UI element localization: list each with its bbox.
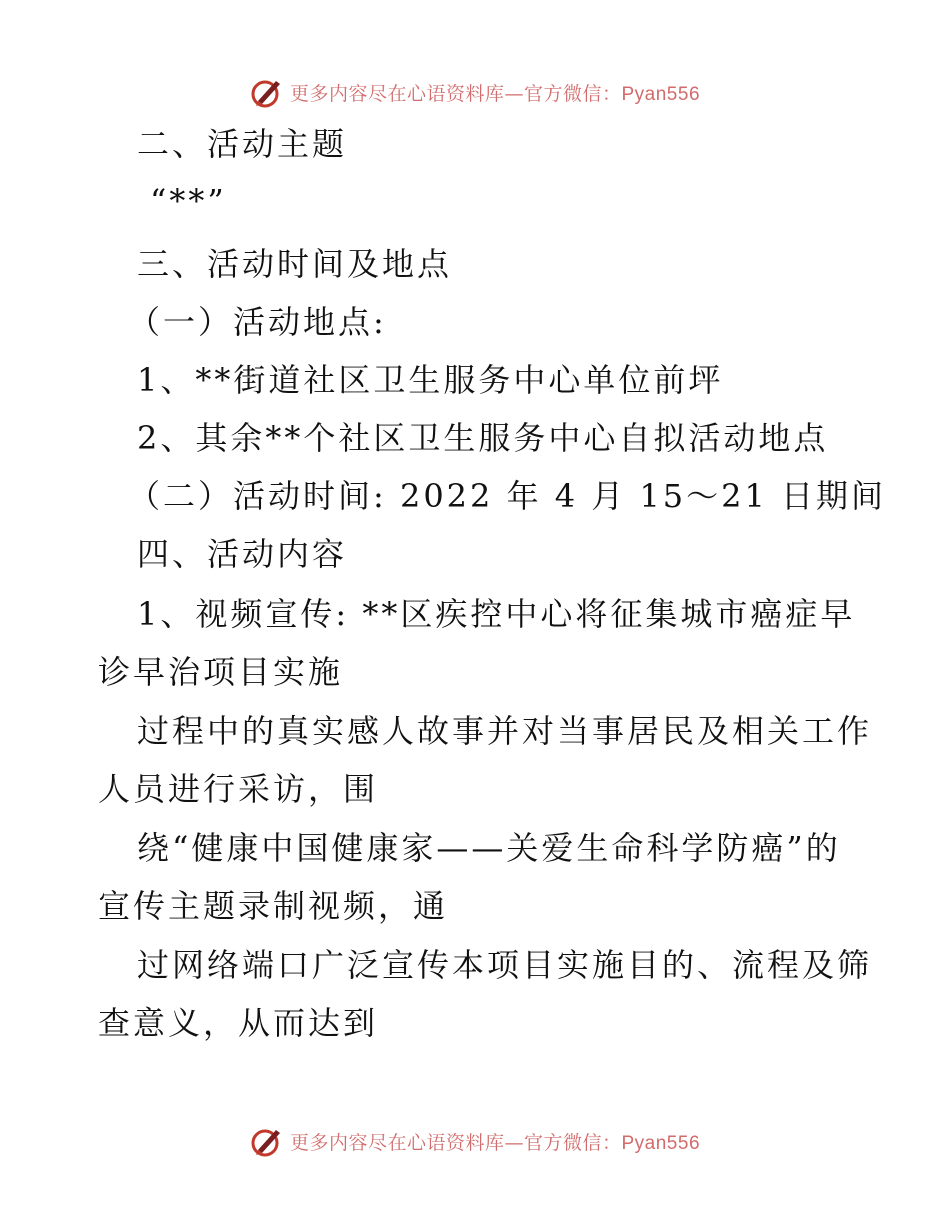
paragraph-line: 查意义，从而达到: [98, 1004, 379, 1042]
subheading-time: （二）活动时间: 2022 年 4 月 15～21 日期间: [128, 477, 887, 515]
heading-time-location: 三、活动时间及地点: [137, 245, 453, 283]
paragraph-line: 人员进行采访，围: [98, 770, 379, 808]
paragraph-line: 宣传主题录制视频，通: [98, 887, 449, 925]
location-item-1: 1、**街道社区卫生服务中心单位前坪: [137, 361, 724, 399]
watermark-text: 更多内容尽在心语资料库—官方微信：Pyan556: [289, 82, 701, 105]
pen-logo-icon: [250, 75, 284, 109]
paragraph-line: 诊早治项目实施: [98, 653, 344, 691]
paragraph-line: 1、视频宣传: **区疾控中心将征集城市癌症早: [137, 595, 856, 633]
location-item-2: 2、其余**个社区卫生服务中心自拟活动地点: [137, 419, 829, 457]
subheading-location: （一）活动地点:: [128, 303, 387, 341]
paragraph-line: 过程中的真实感人故事并对当事居民及相关工作: [137, 712, 873, 750]
watermark-header: [0, 72, 950, 112]
watermark-footer: [0, 1121, 950, 1161]
theme-placeholder: “**”: [150, 182, 227, 220]
heading-activity-theme: 二、活动主题: [137, 125, 348, 163]
watermark-text: 更多内容尽在心语资料库—官方微信：Pyan556: [289, 1131, 701, 1154]
heading-activity-content: 四、活动内容: [137, 535, 348, 573]
paragraph-line: 过网络端口广泛宣传本项目实施目的、流程及筛: [137, 946, 873, 984]
pen-logo-icon: [250, 1124, 284, 1158]
paragraph-line: 绕“健康中国健康家——关爱生命科学防癌”的: [137, 829, 841, 867]
